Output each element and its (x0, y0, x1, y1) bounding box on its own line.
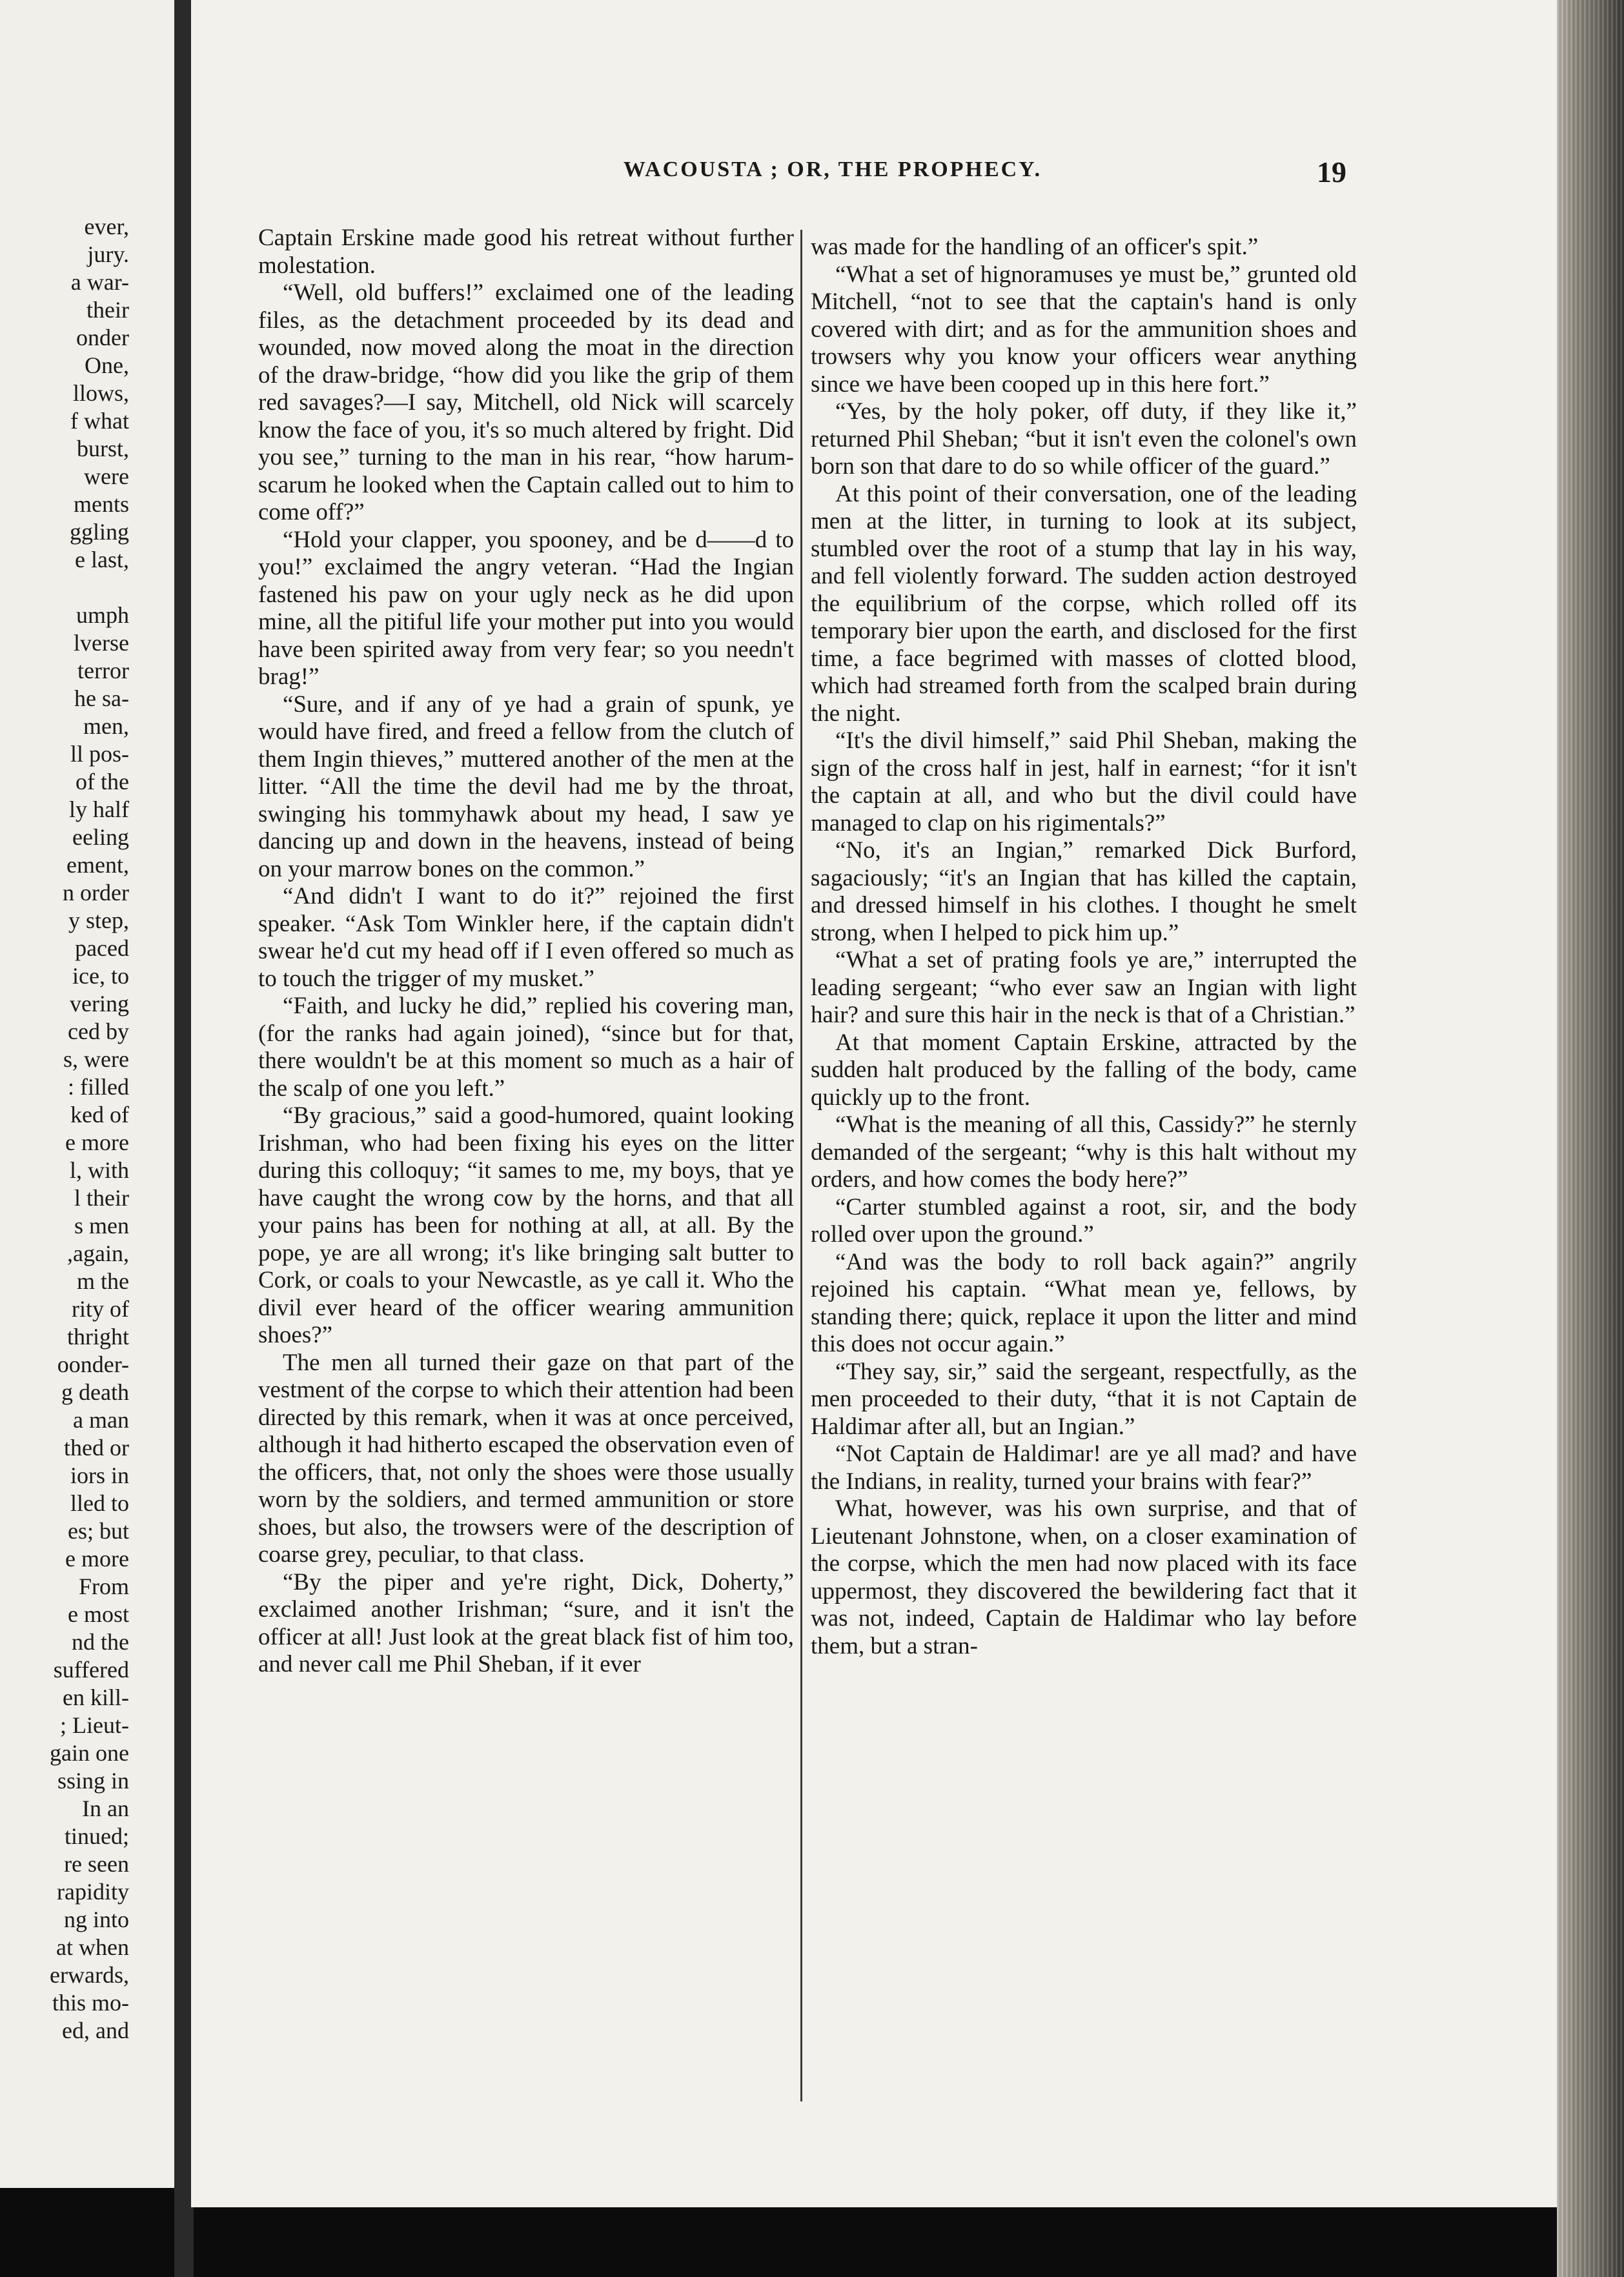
page-number: 19 (1317, 156, 1346, 188)
fragment-line: In an (82, 1796, 129, 1821)
fragment-line: e last, (75, 547, 129, 572)
paragraph: “Yes, by the holy poker, off duty, if they like it,” returned Phil Sheban; “but it isn't even the colonel's own born son that dare to do so while officer of the guard.” (811, 398, 1357, 480)
paragraph: At that moment Captain Erskine, attracted by the sudden halt produced by the falling of the body, came quickly up to the front. (811, 1029, 1357, 1111)
page-edge-texture (1557, 0, 1624, 2277)
fragment-line: rity of (72, 1296, 129, 1322)
fragment-line: n order (63, 880, 129, 906)
fragment-line: rapidity (57, 1879, 129, 1905)
fragment-line: y step, (68, 907, 129, 933)
paragraph: was made for the handling of an officer's spit.” (811, 234, 1259, 260)
paragraph: “Well, old buffers!” exclaimed one of the leading files, as the detachment proceeded by its dead and wounded, now moved along the moat in the direction of the draw-bridge, “how did you like the grip of them red savages?—I say, Mitchell, old Nick will scarcely know the face of you, it's so much altered by fright. Did you see,” turning to the man in his rear, “how harum-scarum he looked when the Captain called out to him to come off?” (258, 279, 794, 525)
fragment-line: ggling (69, 519, 129, 545)
paragraph: “Not Captain de Haldimar! are ye all mad? and have the Indians, in reality, turned your brains with fear?” (811, 1441, 1357, 1495)
fragment-line: thed or (64, 1435, 129, 1461)
fragment-line: were (84, 463, 129, 489)
fragment-line: at when (56, 1934, 129, 1960)
fragment-line: ly half (69, 796, 129, 822)
fragment-line: eeling (72, 824, 129, 850)
facing-page-text-fragments (0, 213, 129, 2045)
paragraph: “And was the body to roll back again?” angrily rejoined his captain. “What mean ye, fellows, by standing there; quick, replace it upon the litter and mind this does not occur again.” (811, 1248, 1357, 1357)
fragment-line: terror (77, 658, 129, 683)
fragment-line: he sa- (74, 685, 129, 711)
fragment-line: s men (74, 1213, 129, 1239)
paragraph: At this point of their conversation, one of the leading men at the litter, in turning to look at its subject, stumbled over the root of a stump that lay in his way, and fell violently forward. The sudden action destroyed the equilibrium of the corpse, which rolled off its temporary bier upon the earth, and disclosed for the first time, a face begrimed with masses of clotted blood, which had streamed forth from the scalped brain during the night. (811, 480, 1357, 727)
fragment-line: ng into (63, 1907, 129, 1932)
fragment-line: of the (76, 769, 129, 794)
paragraph: “What a set of hignoramuses ye must be,” grunted old Mitchell, “not to see that the captain's hand is only covered with dirt; and as for the ammunition shoes and trowsers why you know your officers wear anything since we have been cooped up in this here fort.” (811, 261, 1357, 398)
paragraph: “Hold your clapper, you spooney, and be d——d to you!” exclaimed the angry veteran. “Had the Ingian fastened his paw on your ugly neck as he did upon mine, all the pitiful life your mother put into you would have been spirited away from very fear; so you needn't brag!” (258, 526, 794, 690)
fragment-line: ,again, (67, 1240, 129, 1266)
fragment-line: burst, (77, 436, 129, 461)
fragment-line: ement, (66, 852, 129, 878)
fragment-line: their (86, 297, 129, 323)
fragment-line (0, 574, 129, 602)
fragment-line: iors in (70, 1462, 129, 1488)
fragment-line: thright (67, 1324, 129, 1350)
fragment-line: lled to (70, 1490, 129, 1516)
fragment-line: jury. (87, 241, 129, 267)
fragment-line: ments (74, 491, 129, 517)
fragment-line: ed, and (62, 2018, 129, 2043)
fragment-line: a war- (70, 269, 129, 295)
paragraph: “It's the divil himself,” said Phil Sheban, making the sign of the cross half in jest, half in earnest; “for it isn't the captain at all, and who but the divil could have managed to clap on his rigimentals?” (811, 727, 1357, 836)
fragment-line: e most (68, 1601, 129, 1627)
paragraph: “And didn't I want to do it?” rejoined the first speaker. “Ask Tom Winkler here, if the captain didn't swear he'd cut my head off if I even offered so much as to touch the trigger of my musket.” (258, 883, 794, 992)
fragment-line: vering (70, 991, 129, 1017)
fragment-line: en kill- (63, 1685, 129, 1710)
fragment-line: ked of (70, 1102, 129, 1128)
paragraph: What, however, was his own surprise, and that of Lieutenant Johnstone, when, on a closer examination of the corpse, which the men had now placed with its face uppermost, they discovered the bewildering fact that it was not, indeed, Captain de Haldimar who lay before them, but a stran- (811, 1495, 1357, 1659)
paragraph: “They say, sir,” said the sergeant, respectfully, as the men proceeded to their duty, “that it is not Captain de Haldimar after all, but an Ingian.” (811, 1358, 1357, 1440)
fragment-line: m the (77, 1268, 129, 1294)
fragment-line: l, with (69, 1157, 129, 1183)
fragment-line: ; Lieut- (60, 1712, 129, 1738)
fragment-line: re seen (64, 1851, 129, 1877)
fragment-line: men, (83, 713, 129, 739)
paragraph: “What a set of prating fools ye are,” interrupted the leading sergeant; “who ever saw an Ingian with light hair? and sure this hair in the neck is that of a Christian.” (811, 947, 1357, 1028)
column-divider (800, 230, 802, 2101)
fragment-line: lverse (74, 630, 129, 656)
paragraph: “By the piper and ye're right, Dick, Doherty,” exclaimed another Irishman; “sure, and it isn't the officer at all! Just look at the great black fist of him too, and never call me Phil Sheban, if it ever (258, 1568, 794, 1677)
fragment-line: onder (76, 325, 129, 350)
fragment-line: nd the (72, 1629, 129, 1655)
right-text-column (811, 234, 1357, 1660)
fragment-line: g death (61, 1379, 129, 1405)
left-text-column (258, 225, 794, 1679)
fragment-line: One, (85, 352, 129, 378)
fragment-line: ice, to (72, 963, 129, 989)
paragraph: The men all turned their gaze on that part of the vestment of the corpse to which their attention had been directed by this remark, when it was at once perceived, although it had hitherto escaped the observation even of the officers, that, not only the shoes were those usually worn by the soldiers, and termed ammunition or store shoes, but also, the trowsers were of the description of coarse grey, peculiar, to that class. (258, 1349, 794, 1568)
fragment-line: ll pos- (70, 741, 129, 767)
fragment-line: ced by (68, 1018, 129, 1044)
fragment-line: e more (65, 1546, 129, 1572)
fragment-line: paced (75, 935, 129, 961)
paragraph: Captain Erskine made good his retreat without further molestation. (258, 225, 794, 279)
fragment-line: suffered (53, 1657, 129, 1683)
paragraph: “Carter stumbled against a root, sir, and the body rolled over upon the ground.” (811, 1193, 1357, 1248)
fragment-line: ssing in (57, 1768, 129, 1794)
fragment-line: : filled (68, 1074, 129, 1100)
running-head: WACOUSTA ; OR, THE PROPHECY. (623, 157, 1042, 181)
fragment-line: s, were (63, 1046, 129, 1072)
fragment-line: l their (74, 1185, 129, 1211)
facing-page (0, 0, 182, 2188)
fragment-line: tinued; (65, 1823, 129, 1849)
paragraph: “No, it's an Ingian,” remarked Dick Burford, sagaciously; “it's an Ingian that has killed the captain, and dressed himself in his clothes. I thought he smelt strong, when I helped to pick him up.” (811, 837, 1357, 946)
fragment-line: es; but (68, 1518, 129, 1544)
fragment-line: umph (76, 602, 129, 628)
paragraph: “What is the meaning of all this, Cassidy?” he sternly demanded of the sergeant; “why is this halt without my orders, and how comes the body here?” (811, 1111, 1357, 1193)
fragment-line: e more (65, 1129, 129, 1155)
fragment-line: ever, (84, 214, 129, 239)
paragraph: “Faith, and lucky he did,” replied his covering man, (for the ranks had again joined), “since but for that, there wouldn't be at this moment so much as a hair of the scalp of one you left.” (258, 993, 794, 1102)
fragment-line: gain one (50, 1740, 129, 1766)
fragment-line: a man (73, 1407, 129, 1433)
fragment-line: From (78, 1574, 129, 1599)
paragraph: “By gracious,” said a good-humored, quaint looking Irishman, who had been fixing his eyes on the litter during this colloquy; “it sames to me, my boys, that ye have caught the wrong cow by the horns, and that all your pains has been for nothing at all, at all. By the pope, ye are all wrong; it's like bringing salt butter to Cork, or coals to your Newcastle, as ye call it. Who the divil ever heard of the officer wearing ammunition shoes?” (258, 1102, 794, 1348)
fragment-line: oonder- (57, 1351, 129, 1377)
fragment-line: this mo- (52, 1990, 129, 2016)
fragment-line: f what (70, 408, 129, 434)
fragment-line: erwards, (50, 1962, 129, 1988)
fragment-line: llows, (72, 380, 129, 406)
paragraph: “Sure, and if any of ye had a grain of spunk, ye would have fired, and freed a fellow from the clutch of them Ingin thieves,” muttered another of the men at the litter. “All the time the devil had me by the throat, swinging his tommyhawk about my head, I saw ye dancing up and down in the heavens, instead of being on your marrow bones on the common.” (258, 691, 794, 882)
